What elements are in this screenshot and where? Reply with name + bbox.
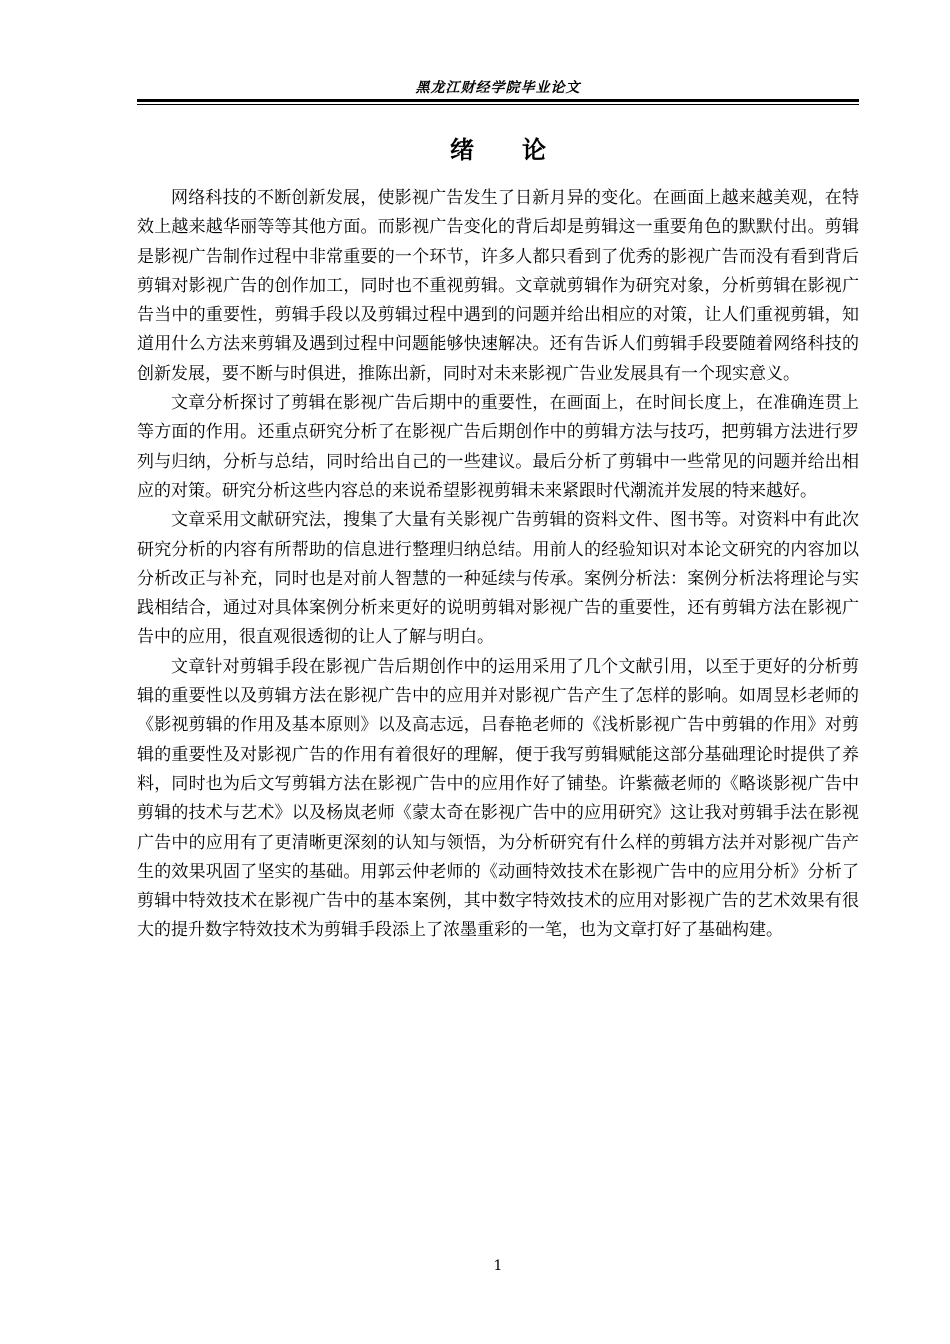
paragraph-2: 文章分析探讨了剪辑在影视广告后期中的重要性，在画面上，在时间长度上，在准确连贯上等方面的作用。还重点研究分析了在影视广告后期创作中的剪辑方法与技巧，把剪辑方法进行罗列与归纳，分析与总结，同时给出自己的一些建议。最后分析了剪辑中一些常见的问题并给出相应的对策。研究分析这些内容总的来说希望影视剪辑未来紧跟时代潮流并发展的特来越好。 bbox=[137, 393, 859, 501]
paragraph-4: 文章针对剪辑手段在影视广告后期创作中的运用采用了几个文献引用，以至于更好的分析剪辑的重要性以及剪辑方法在影视广告中的应用并对影视广告产生了怎样的影响。如周昱杉老师的《影视剪辑的作用及基本原则》以及高志远，吕春艳老师的《浅析影视广告中剪辑的作用》对剪辑的重要性及对影视广告的作用有着很好的理解，便于我写剪辑赋能这部分基础理论时提供了养料，同时也为后文写剪辑方法在影视广告中的应用作好了铺垫。许紫薇老师的《略谈影视广告中剪辑的技术与艺术》以及杨岚老师《蒙太奇在影视广告中的应用研究》这让我对剪辑手法在影视广告中的应用有了更清晰更深刻的认知与领悟，为分析研究有什么样的剪辑方法并对影视广告产生的效果巩固了坚实的基础。用郭云仲老师的《动画特效技术在影视广告中的应用分析》分析了剪辑中特效技术在影视广告中的基本案例，其中数字特效技术的应用对影视广告的艺术效果有很大的提升数字特效技术为剪辑手段添上了浓墨重彩的一笔，也为文章打好了基础构建。 bbox=[137, 656, 859, 941]
header-rule-thin bbox=[137, 104, 859, 105]
paragraph-1: 网络科技的不断创新发展，使影视广告发生了日新月异的变化。在画面上越来越美观，在特效上越来越华丽等等其他方面。而影视广告变化的背后却是剪辑这一重要角色的默默付出。剪辑是影视广告制作过程中非常重要的一个环节，许多人都只看到了优秀的影视广告而没有看到背后剪辑对影视广告的创作加工，同时也不重视剪辑。文章就剪辑作为研究对象，分析剪辑在影视广告当中的重要性，剪辑手段以及剪辑过程中遇到的问题并给出相应的对策，让人们重视剪辑，知道用什么方法来剪辑及遇到过程中问题能够快速解决。还有告诉人们剪辑手段要随着网络科技的创新发展，要不断与时俱进，推陈出新，同时对未来影视广告业发展具有一个现实意义。 bbox=[137, 188, 859, 384]
page-number: 1 bbox=[493, 1258, 503, 1274]
paragraph-3: 文章采用文献研究法，搜集了大量有关影视广告剪辑的资料文件、图书等。对资料中有此次研究分析的内容有所帮助的信息进行整理归纳总结。用前人的经验知识对本论文研究的内容加以分析改正与补充，同时也是对前人智慧的一种延续与传承。案例分析法：案例分析法将理论与实践相结合，通过对具体案例分析来更好的说明剪辑对影视广告的重要性，还有剪辑方法在影视广告中的应用，很直观很透彻的让人了解与明白。 bbox=[137, 510, 859, 648]
header-rule-thick bbox=[137, 99, 859, 102]
chapter-title-char-1: 绪 bbox=[450, 136, 474, 164]
running-header: 黑龙江财经学院毕业论文 bbox=[415, 80, 581, 96]
chapter-title bbox=[137, 130, 859, 170]
chapter-title-char-2: 论 bbox=[522, 136, 546, 164]
body-text bbox=[137, 184, 859, 946]
